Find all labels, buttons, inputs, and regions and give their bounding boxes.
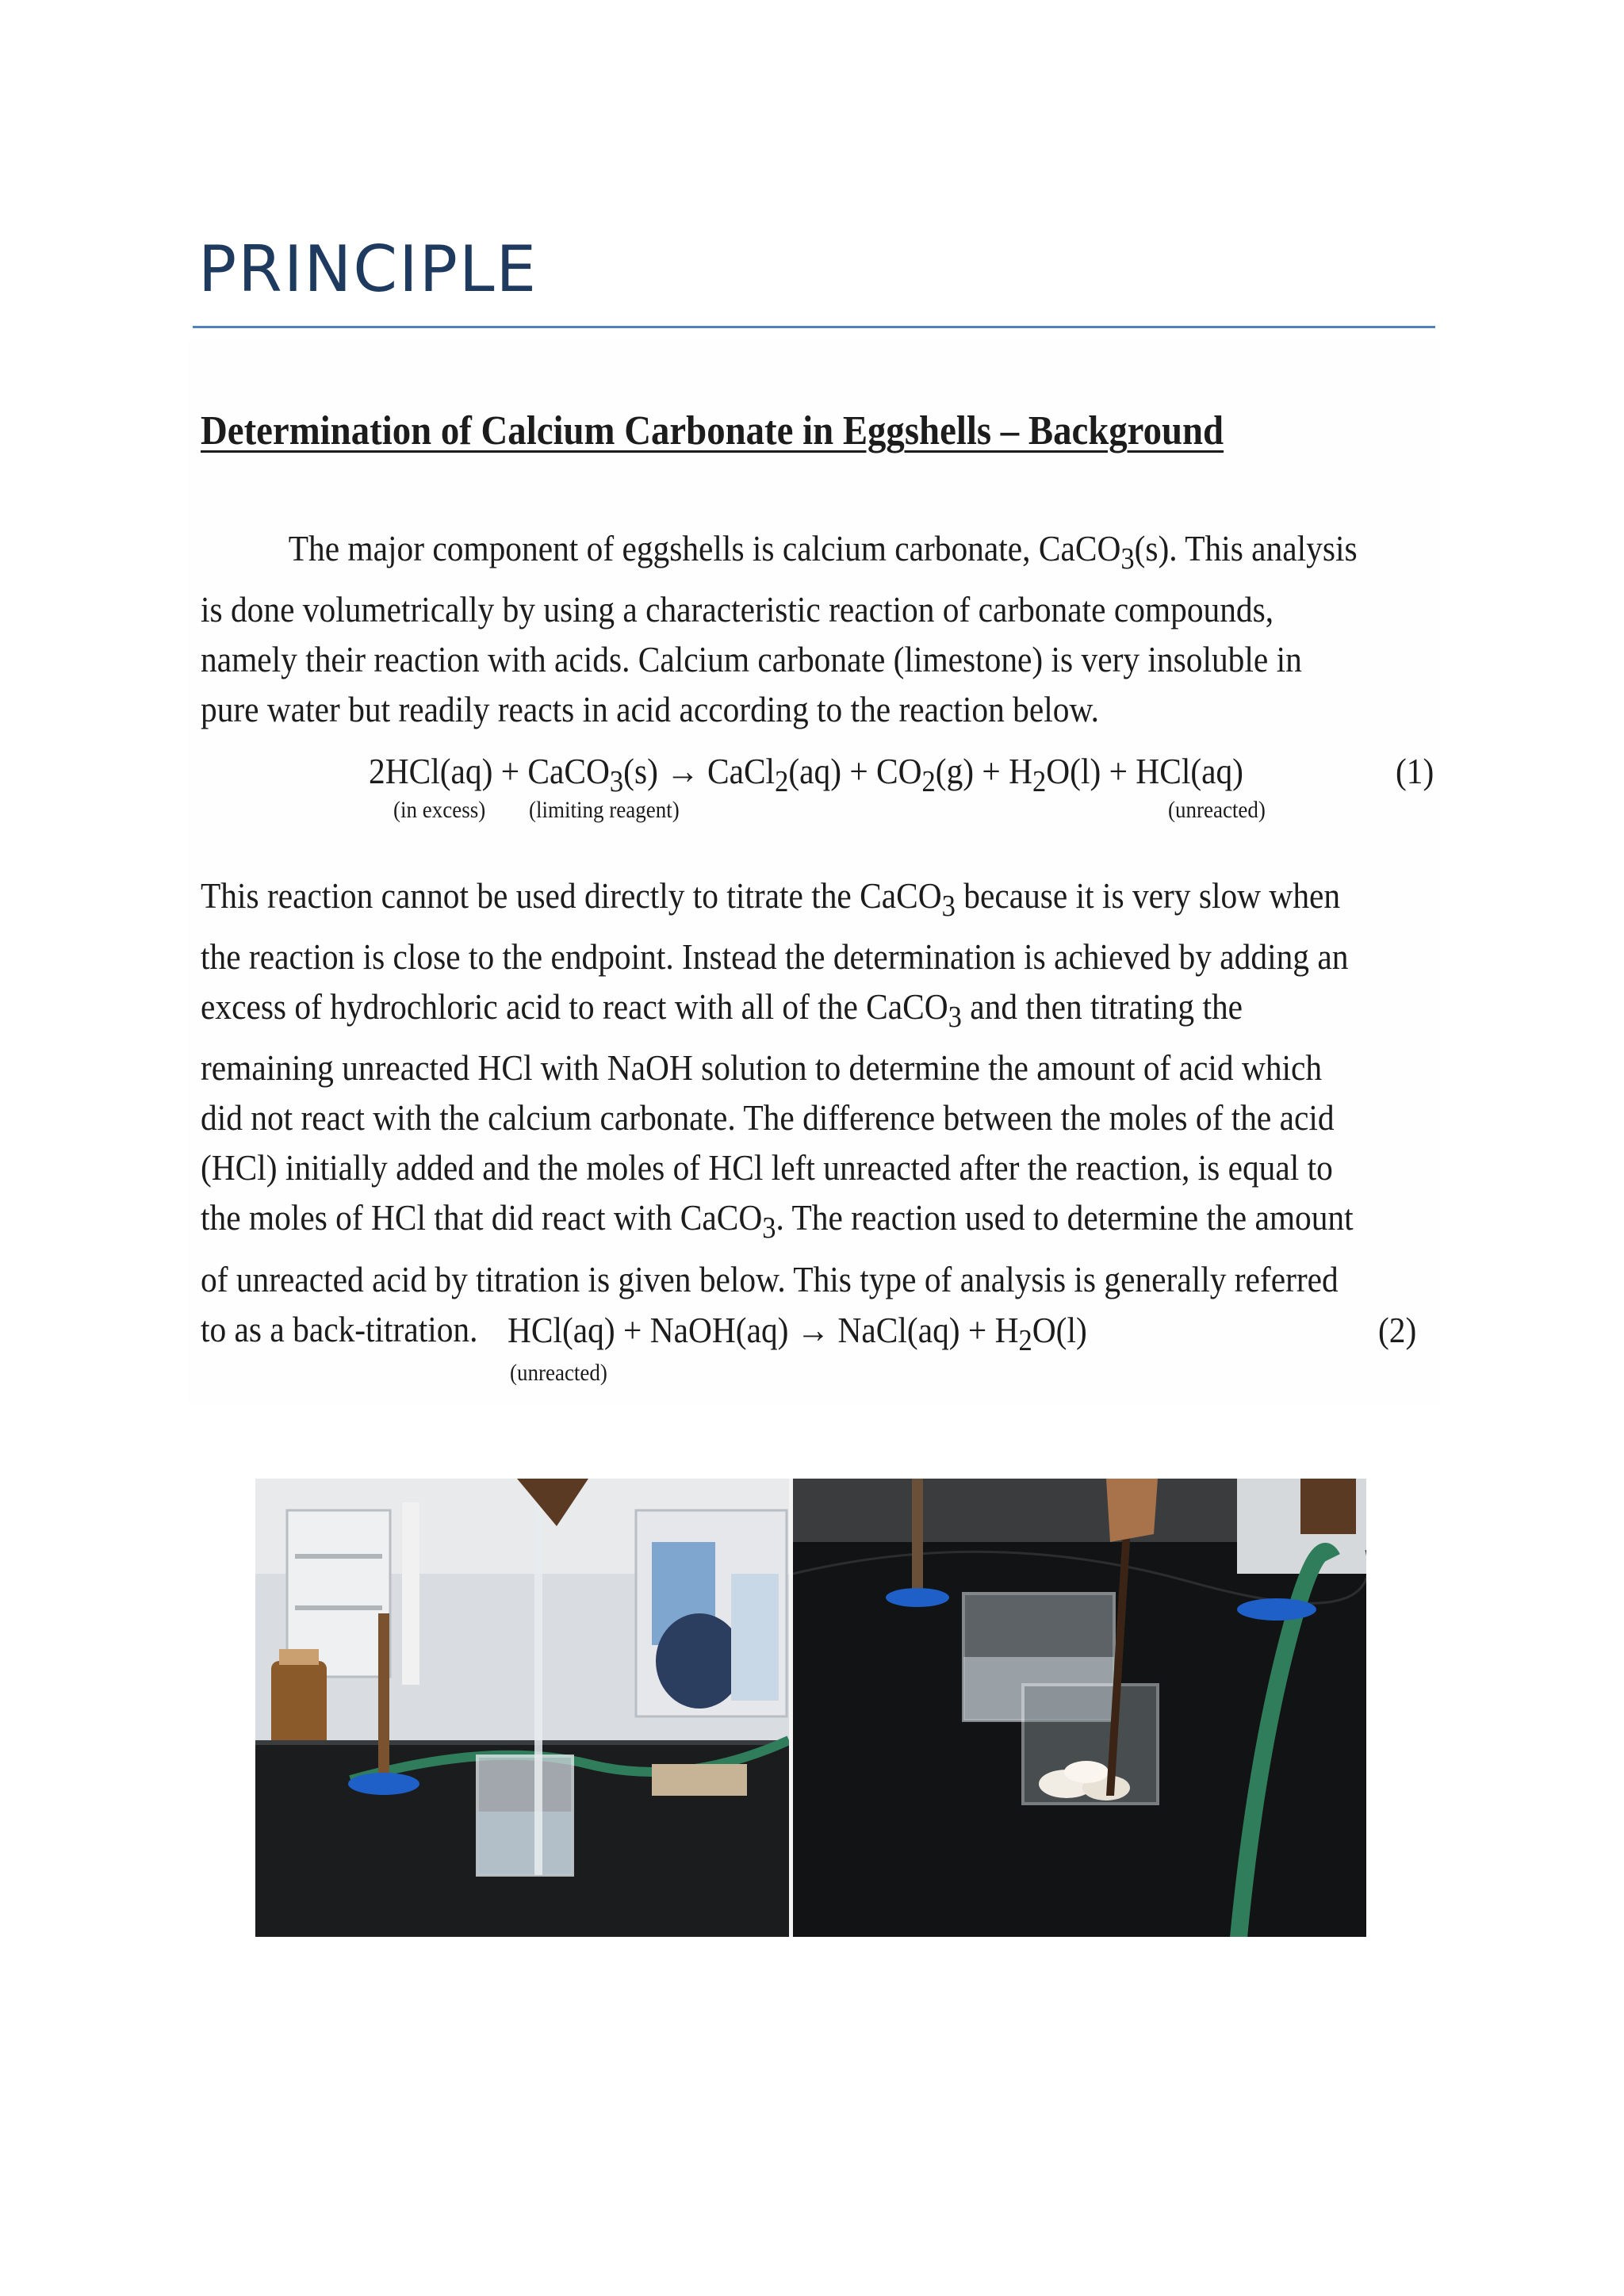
lab-photo-right-illustration [793,1479,1366,1937]
equation-2: HCl(aq) + NaOH(aq) → NaCl(aq) + $H_2O(l)$ [508,1310,1087,1358]
equation-1-note-excess: (in excess) [393,797,486,823]
paragraph-background: The major component of eggshells is calcium carbonate, CaCO$_3$(s). This analysis is done volumetrically by using a characteristic reaction of carbonate compounds, namely their reaction with acids. Calcium carbonate (limestone) is very insoluble in pure water but readily reacts in acid according to the reaction below. [201,528,1358,730]
equation-2-number: (2) [1378,1310,1417,1350]
paragraph-back-titration: This reaction cannot be used directly to titrate the CaCO$_3$ because it is very slow when the reaction is close to the endpoint. Instead the determination is achieved by adding an excess of hydrochloric acid to react with all of the CaCO$_3$ and then titrating the remaining unreacted HCl with NaOH solution to determine the amount of acid which did not react with the calcium carbonate. The difference between the moles of the acid (HCl) initially added and the moles of HCl left unreacted after the reaction, is equal to the moles of HCl that did react with CaCO$_3$. The reaction used to determine the amount of unreacted acid by titration is given below. This type of analysis is generally referred to as a back-titration. [201,875,1354,1349]
page-heading: PRINCIPLE [198,232,538,306]
equation-1: 2HCl(aq) + CaCO$_3$(s) → CaCl$_2$(aq) + $CO_2(g) + H_2O(l) + HCl(aq)$ [369,751,1243,799]
photo-stirring-beaker [255,1479,789,1937]
equation-2-note-unreacted: (unreacted) [510,1360,607,1386]
equation-1-note-limiting: (limiting reagent) [529,797,680,823]
lab-photo-left-illustration [255,1479,789,1937]
equation-1-note-unreacted: (unreacted) [1168,797,1266,823]
heading-rule [193,326,1435,328]
photo-eggshell-beakers [793,1479,1366,1937]
section-subtitle: Determination of Calcium Carbonate in Eggshells – Background [201,408,1224,453]
equation-1-number: (1) [1396,751,1434,791]
